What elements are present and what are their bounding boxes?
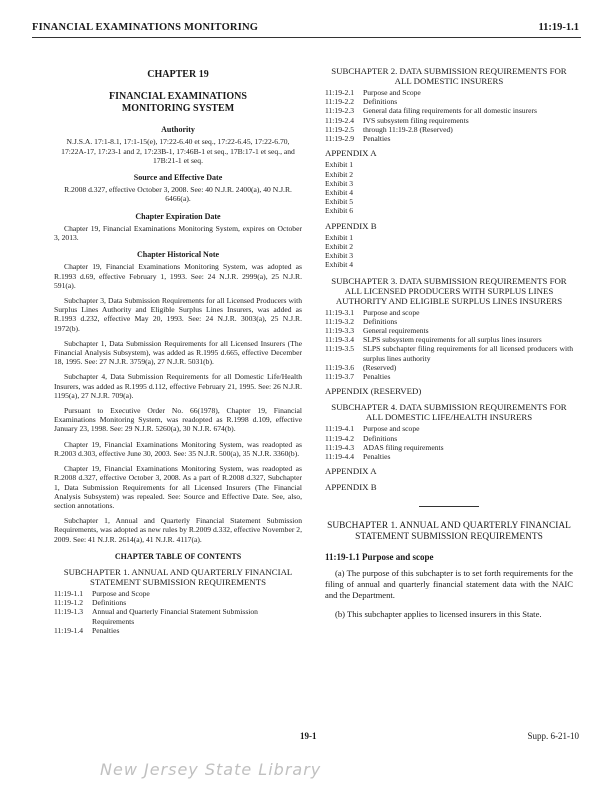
toc-entry-title: Purpose and Scope bbox=[92, 588, 150, 598]
history-note-7: Chapter 19, Financial Examinations Monitoring System, was readopted as R.2008 d.327, effective October 3, 2008. As a part of R.2008 d.327, Subchapter 1, Data Submission Requirements for all Licensed Insurers (The Financial Analysis Subsystem) was repealed. See: Source and Effective Date. See, also, section annotations. bbox=[54, 464, 302, 510]
toc-entry bbox=[325, 134, 573, 143]
toc-subchapter-3-heading: SUBCHAPTER 3. DATA SUBMISSION REQUIREMENTS FOR ALL LICENSED PRODUCERS WITH SURPLUS LINES AUTHORITY AND ELIGIBLE SURPLUS LINES INSURERS bbox=[331, 275, 567, 306]
history-note-5: Pursuant to Executive Order No. 66(1978), Chapter 19, Financial Examinations Monitoring System, was readopted as R.1998 d.109, effective January 23, 1998. See: 29 N.J.R. 5260(a), 30 N.J.R. 674(b). bbox=[54, 406, 302, 434]
paragraph-a: (a) The purpose of this subchapter is to set forth requirements for the filing of annual and quarterly financial statement data with the NAIC and the Department. bbox=[325, 567, 573, 600]
toc-entry-number: 11:19-1.2 bbox=[54, 598, 84, 608]
toc-subchapter-2-heading: SUBCHAPTER 2. DATA SUBMISSION REQUIREMENTS FOR ALL DOMESTIC INSURERS bbox=[331, 66, 567, 86]
toc-entry bbox=[325, 424, 573, 433]
toc-entry-title: Definitions bbox=[363, 97, 398, 107]
appendix-a-heading: APPENDIX A bbox=[325, 148, 377, 159]
authority-text: N.J.S.A. 17:1-8.1, 17:1-15(e), 17:22-6.40 et seq., 17:22-6.45, 17:22-6.70, 17:22A-17, 17:23-1 and 2, 17:23B-1, 17:46B-1 et seq., 17B:17-1 et seq., and 17B:21-1 et seq. bbox=[61, 137, 295, 165]
toc-entry-title: Purpose and scope bbox=[363, 424, 420, 434]
toc-entry-title: General data filing requirements for all domestic insurers bbox=[363, 106, 537, 116]
running-header-section: 11:19-1.1 bbox=[538, 22, 579, 33]
toc-entry-number: 11:19-2.1 bbox=[325, 88, 355, 97]
toc-entry bbox=[325, 344, 573, 362]
toc-subchapter-1-heading: SUBCHAPTER 1. ANNUAL AND QUARTERLY FINANCIAL STATEMENT SUBMISSION REQUIREMENTS bbox=[63, 566, 293, 587]
appendix-a-heading: APPENDIX A bbox=[325, 466, 377, 477]
toc-entry-title: Penalties bbox=[363, 452, 391, 462]
toc-entry-number: 11:19-4.1 bbox=[325, 424, 355, 434]
toc-entry bbox=[325, 97, 573, 106]
chapter-title bbox=[54, 91, 302, 115]
toc-entry-title: Purpose and Scope bbox=[363, 88, 421, 97]
toc-entry-number: 11:19-3.6 bbox=[325, 362, 355, 372]
exhibit-entry: Exhibit 3 bbox=[325, 251, 354, 261]
subchapter-1-body-heading: SUBCHAPTER 1. ANNUAL AND QUARTERLY FINANCIAL STATEMENT SUBMISSION REQUIREMENTS bbox=[327, 520, 571, 542]
exhibit-entry: Exhibit 2 bbox=[325, 169, 354, 179]
toc-entry-title: through 11:19-2.8 (Reserved) bbox=[363, 124, 453, 134]
authority-heading: Authority bbox=[161, 125, 195, 135]
toc-entry bbox=[325, 106, 573, 115]
toc-entry-title: Penalties bbox=[363, 372, 391, 382]
history-note-6: Chapter 19, Financial Examinations Monitoring System, was readopted as R.2003 d.303, effective June 30, 2003. See: 35 N.J.R. 500(a), 35 N.J.R. 3360(b). bbox=[54, 439, 302, 458]
appendix-b-heading: APPENDIX B bbox=[325, 481, 377, 492]
toc-entry bbox=[325, 308, 573, 317]
exhibit-entry: Exhibit 6 bbox=[325, 206, 354, 216]
toc-entry-title: SLPS subsystem requirements for all surplus lines insurers bbox=[363, 335, 542, 345]
section-divider bbox=[419, 506, 479, 507]
chapter-title-line1: FINANCIAL EXAMINATIONS bbox=[109, 91, 247, 103]
toc-entry-title: Definitions bbox=[363, 316, 398, 326]
toc-entry bbox=[325, 452, 573, 461]
toc-entry-title: ADAS filing requirements bbox=[363, 442, 444, 452]
chapter-number: CHAPTER 19 bbox=[147, 69, 209, 80]
exhibit-entry: Exhibit 1 bbox=[325, 232, 354, 242]
toc-entry-number: 11:19-3.2 bbox=[325, 316, 355, 326]
exhibit-entry: Exhibit 4 bbox=[325, 188, 354, 198]
supplement-date: Supp. 6-21-10 bbox=[527, 731, 579, 741]
toc-entry bbox=[54, 598, 302, 607]
history-note-2: Subchapter 3, Data Submission Requirements for all Licensed Producers with Surplus Lines Authority and Eligible Surplus Lines Insurers, was added as R.1993 d.232, effective May 20, 1993. See: 24 N.J.R. 3003(a), 25 N.J.R. 1972(b). bbox=[54, 296, 302, 333]
history-note-8: Subchapter 1, Annual and Quarterly Financial Statement Submission Requirements, was adopted as new rules by R.2009 d.332, effective November 2, 2009. See: 41 N.J.R. 2614(a), 41 N.J.R. 4117(a). bbox=[54, 516, 302, 544]
toc-subchapter-4-heading: SUBCHAPTER 4. DATA SUBMISSION REQUIREMENTS FOR ALL DOMESTIC LIFE/HEALTH INSURERS bbox=[331, 402, 567, 423]
toc-entry bbox=[325, 326, 573, 335]
page-number: 19-1 bbox=[300, 731, 317, 741]
exhibit-entry: Exhibit 5 bbox=[325, 197, 354, 207]
toc-entry bbox=[325, 125, 573, 134]
toc-entry-number: 11:19-3.1 bbox=[325, 307, 355, 317]
left-column bbox=[54, 68, 302, 635]
toc-entry bbox=[325, 372, 573, 381]
toc-entry-number: 11:19-2.3 bbox=[325, 106, 355, 116]
toc-entry bbox=[54, 626, 302, 635]
toc-entry-title: SLPS subchapter filing requirements for all licensed producers with surplus lines authority bbox=[363, 344, 573, 363]
toc-entry-number: 11:19-3.7 bbox=[325, 372, 355, 382]
source-text: R.2008 d.327, effective October 3, 2008. See: 40 N.J.R. 2400(a), 40 N.J.R. 6466(a). bbox=[64, 185, 292, 204]
source-heading: Source and Effective Date bbox=[133, 173, 223, 183]
toc-entry bbox=[54, 589, 302, 598]
toc-entry-title: (Reserved) bbox=[363, 362, 397, 372]
toc-entry-title: Annual and Quarterly Financial Statement Submission Requirements bbox=[92, 607, 258, 626]
section-heading: 11:19-1.1 Purpose and scope bbox=[325, 551, 434, 562]
toc-entry-number: 11:19-1.3 bbox=[54, 607, 84, 617]
toc-entry bbox=[325, 317, 573, 326]
toc-entry-number: 11:19-3.4 bbox=[325, 335, 355, 345]
toc-entry-title: IVS subsystem filing requirements bbox=[363, 115, 469, 125]
toc-entry-title: Purpose and scope bbox=[363, 307, 420, 317]
toc-entry bbox=[325, 363, 573, 372]
appendix-reserved-heading: APPENDIX (RESERVED) bbox=[325, 386, 422, 397]
expiration-text: Chapter 19, Financial Examinations Monitoring System, expires on October 3, 2013. bbox=[54, 223, 302, 243]
toc-entry-number: 11:19-2.2 bbox=[325, 97, 355, 107]
library-watermark: New Jersey State Library bbox=[100, 760, 322, 779]
toc-entry-number: 11:19-4.2 bbox=[325, 433, 355, 443]
toc-entry-number: 11:19-3.5 bbox=[325, 344, 355, 354]
toc-entry bbox=[325, 443, 573, 452]
toc-entry bbox=[54, 607, 302, 625]
toc-entry-title: Penalties bbox=[92, 625, 120, 635]
running-header-title: FINANCIAL EXAMINATIONS MONITORING bbox=[32, 22, 259, 33]
right-column bbox=[325, 66, 573, 628]
exhibit-entry: Exhibit 3 bbox=[325, 178, 354, 188]
history-note-4: Subchapter 4, Data Submission Requirements for all Domestic Life/Health Insurers, was added as R.1995 d.112, effective February 21, 1995. See: 26 N.J.R. 1195(a), 27 N.J.R. 709(a). bbox=[54, 372, 302, 400]
toc-entry-number: 11:19-1.4 bbox=[54, 625, 84, 635]
history-note-3: Subchapter 1, Data Submission Requirements for all Licensed Insurers (The Financial Analysis Subsystem), was added as R.1995 d.665, effective December 18, 1995. See: 27 N.J.R. 3759(a), 27 N.J.R. 5031(b). bbox=[54, 338, 302, 367]
toc-entry-number: 11:19-3.3 bbox=[325, 326, 355, 336]
toc-entry-number: 11:19-1.1 bbox=[54, 588, 84, 598]
toc-entry-number: 11:19-2.5 bbox=[325, 124, 355, 134]
appendix-b-heading: APPENDIX B bbox=[325, 220, 377, 231]
exhibit-entry: Exhibit 4 bbox=[325, 260, 354, 270]
chapter-title-line2: MONITORING SYSTEM bbox=[121, 103, 235, 115]
exhibit-entry: Exhibit 1 bbox=[325, 160, 354, 170]
toc-entry-number: 11:19-4.4 bbox=[325, 452, 355, 462]
toc-entry bbox=[325, 335, 573, 344]
expiration-heading: Chapter Expiration Date bbox=[135, 211, 221, 221]
header-rule bbox=[32, 37, 581, 38]
paragraph-b: (b) This subchapter applies to licensed insurers in this State. bbox=[335, 608, 542, 619]
toc-entry-title: Penalties bbox=[363, 134, 391, 144]
toc-entry bbox=[325, 88, 573, 97]
toc-entry bbox=[325, 434, 573, 443]
toc-entry-title: General requirements bbox=[363, 326, 429, 336]
history-note-1: Chapter 19, Financial Examinations Monitoring System, was adopted as R.1993 d.69, effective February 1, 1993. See: 24 N.J.R. 2999(a), 25 N.J.R. 591(a). bbox=[54, 262, 302, 290]
toc-entry-title: Definitions bbox=[92, 598, 127, 608]
history-heading: Chapter Historical Note bbox=[136, 250, 220, 260]
toc-entry-number: 11:19-4.3 bbox=[325, 442, 355, 452]
toc-entry-number: 11:19-2.9 bbox=[325, 134, 355, 144]
toc-entry bbox=[325, 116, 573, 125]
toc-heading: CHAPTER TABLE OF CONTENTS bbox=[114, 551, 242, 561]
toc-entry-number: 11:19-2.4 bbox=[325, 115, 355, 125]
toc-entry-title: Definitions bbox=[363, 433, 398, 443]
exhibit-entry: Exhibit 2 bbox=[325, 242, 354, 252]
